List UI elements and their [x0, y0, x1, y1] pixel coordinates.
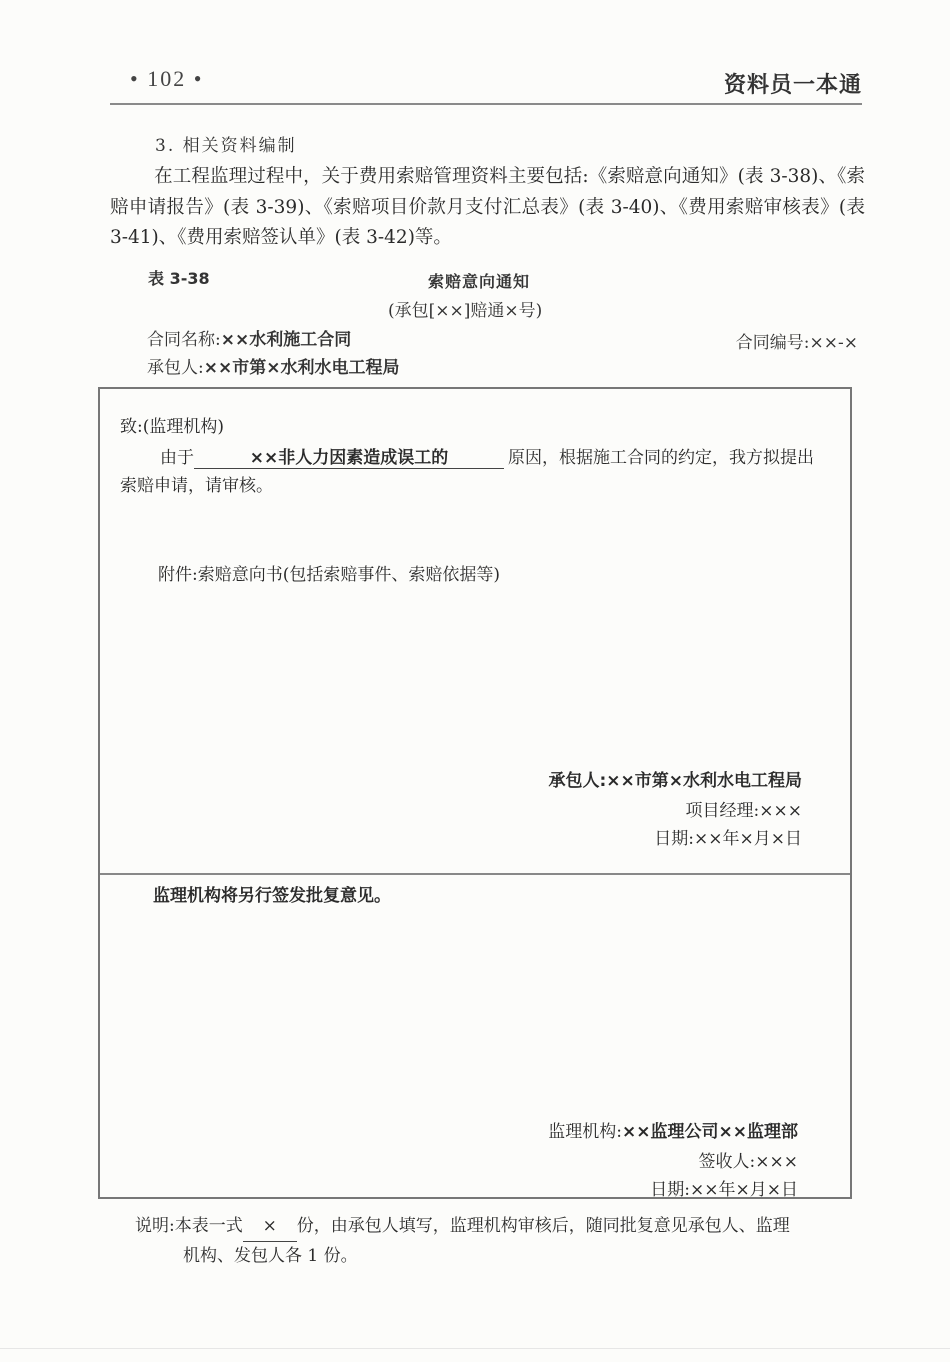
contractor-label: 承包人: [147, 358, 204, 378]
contractor-signature-value: ××市第×水利水电工程局 [606, 771, 802, 791]
section-divider [100, 873, 850, 875]
contractor-signature [548, 766, 802, 791]
contractor-date: 日期:××年×月×日 [654, 829, 802, 849]
supervisor-date: 日期:××年×月×日 [650, 1180, 798, 1200]
contract-name [147, 325, 351, 350]
table-subtitle: (承包[××]赔通×号) [388, 301, 543, 321]
contract-number [736, 328, 858, 353]
supervisor-signature [548, 1117, 798, 1142]
header-divider [110, 103, 862, 105]
receiver: 签收人:××× [698, 1152, 798, 1172]
contract-number-value: ××-× [809, 333, 858, 353]
copies-blank: × [243, 1212, 297, 1242]
contractor-value: ××市第×水利水电工程局 [203, 358, 400, 378]
page-bottom-edge [0, 1348, 950, 1349]
section-paragraph [110, 162, 865, 254]
table-number: 表 3-38 [148, 269, 210, 288]
contract-name-label: 合同名称: [147, 330, 221, 350]
attachment-line: 附件:索赔意向书(包括索赔事件、索赔依据等) [158, 565, 500, 585]
section-paragraph-text: 在工程监理过程中，关于费用索赔管理资料主要包括:《索赔意向通知》(表 3-38)、《索赔申请报告》(表 3-39)、《索赔项目价款月支付汇总表》(表 3-40)、《费用索赔审核表》(表 3-41)、《费用索赔签认单》(表 3-42)等。 [110, 166, 865, 248]
contract-name-value: ××水利施工合同 [220, 330, 352, 350]
book-title: 资料员一本通 [723, 73, 862, 98]
claim-notice-form [98, 387, 852, 1199]
project-manager: 项目经理:××× [685, 801, 802, 821]
table-title: 索赔意向通知 [428, 272, 531, 291]
reason-suffix: 原因，根据施工合同的约定，我方拟提出 [508, 448, 814, 468]
reason-prefix: 由于 [160, 448, 194, 468]
reply-note: 监理机构将另行签发批复意见。 [153, 886, 391, 906]
footnote-line-2: 机构、发包人各 1 份。 [183, 1246, 358, 1266]
supervisor-signature-value: ××监理公司××监理部 [622, 1122, 798, 1142]
supervisor-signature-label: 监理机构: [548, 1122, 623, 1142]
reason-blank: ××非人力因素造成误工的 [194, 443, 504, 469]
contract-number-label: 合同编号: [735, 333, 810, 353]
footnote-prefix: 说明:本表一式 [135, 1216, 243, 1236]
footnote-line-1 [135, 1212, 790, 1242]
reason-line-2: 索赔申请，请审核。 [120, 476, 273, 496]
addressee-line: 致:(监理机构) [120, 417, 224, 437]
footnote-suffix: 份，由承包人填写，监理机构审核后，随同批复意见承包人、监理 [296, 1216, 790, 1236]
reason-line [160, 443, 814, 469]
section-heading: 3. 相关资料编制 [155, 136, 297, 156]
contractor [147, 353, 399, 378]
page-number: • 102 • [130, 66, 204, 91]
contractor-signature-label: 承包人: [548, 771, 607, 791]
